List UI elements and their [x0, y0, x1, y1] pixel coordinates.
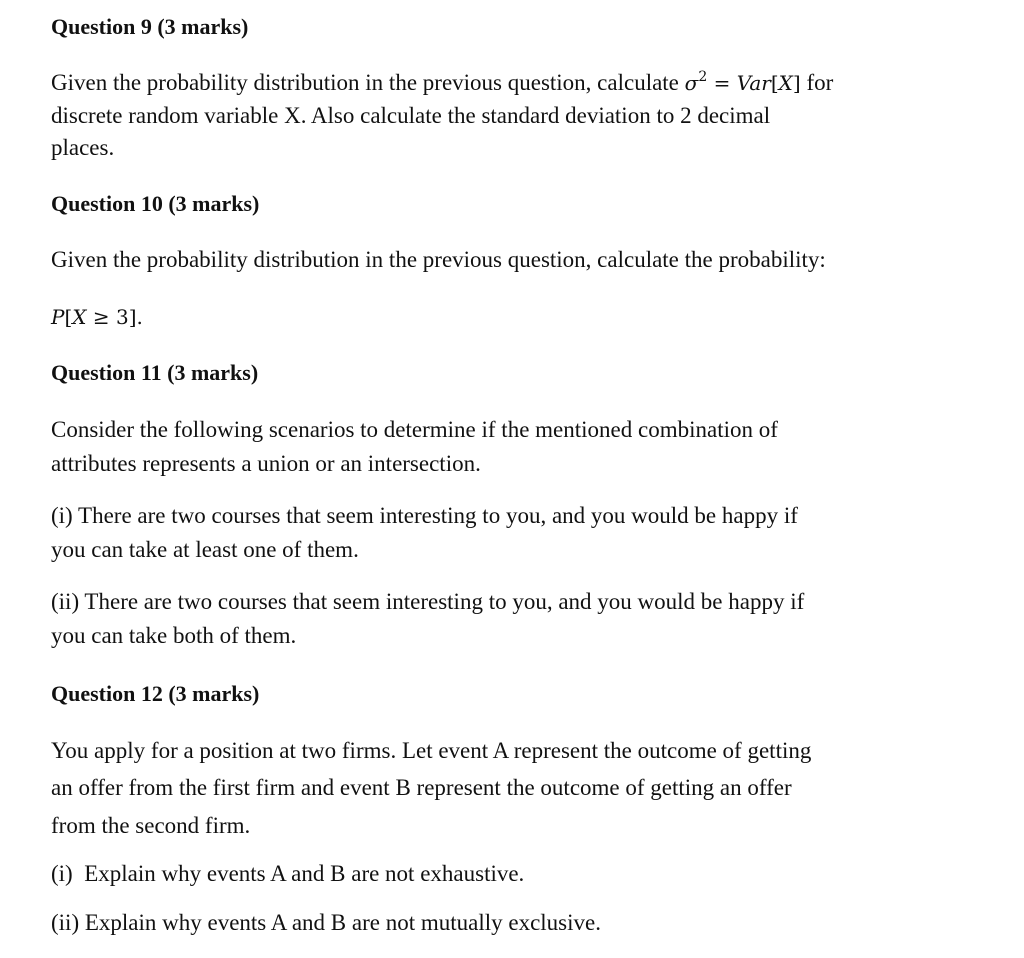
- question-12-item-1: (i) Explain why events A and B are not exhaustive.: [51, 861, 525, 886]
- formula-rest: ≥ 3].: [86, 305, 143, 329]
- question-12-intro-line-3: from the second firm.: [51, 813, 251, 838]
- question-11-heading: Question 11 (3 marks): [51, 360, 259, 385]
- question-10-heading: Question 10 (3 marks): [51, 191, 260, 216]
- bracket-open: [: [770, 71, 779, 95]
- question-11-item-2-line-1: (ii) There are two courses that seem interesting to you, and you would be happy if: [51, 589, 805, 614]
- question-12-heading: Question 12 (3 marks): [51, 681, 260, 706]
- variance-formula: [685, 71, 801, 95]
- question-9-line-2: discrete random variable X. Also calculate the standard deviation to 2 decimal: [51, 103, 771, 128]
- question-9-line-3: places.: [51, 135, 115, 160]
- question-10-line-1: Given the probability distribution in the previous question, calculate the probability:: [51, 247, 826, 272]
- bracket-close: ]: [792, 71, 801, 95]
- probability-formula: [51, 305, 143, 329]
- question-12-intro-line-1: You apply for a position at two firms. Let event A represent the outcome of getting: [51, 738, 812, 763]
- equals-sign: =: [707, 71, 737, 95]
- question-11-intro-line-1: Consider the following scenarios to determine if the mentioned combination of: [51, 417, 778, 442]
- question-9-heading: Question 9 (3 marks): [51, 14, 249, 39]
- question-11-item-1-line-1: (i) There are two courses that seem interesting to you, and you would be happy if: [51, 503, 798, 528]
- probability-p: P: [51, 305, 65, 329]
- question-10-formula: [51, 302, 143, 332]
- question-9-line-1: [51, 68, 833, 98]
- question-11-intro-line-2: attributes represents a union or an intersection.: [51, 451, 481, 476]
- question-11-item-2-line-2: you can take both of them.: [51, 623, 297, 648]
- sigma-symbol: σ: [684, 71, 699, 95]
- sigma-exponent: 2: [698, 69, 708, 85]
- variable-x: X: [778, 71, 793, 95]
- question-11-item-1-line-2: you can take at least one of them.: [51, 537, 359, 562]
- question-12-item-2: (ii) Explain why events A and B are not mutually exclusive.: [51, 910, 601, 935]
- question-12-intro-line-2: an offer from the first firm and event B represent the outcome of getting an offer: [51, 775, 792, 800]
- var-operator: Var: [736, 71, 771, 95]
- question-9-text-start: Given the probability distribution in the previous question, calculate: [51, 70, 685, 95]
- variable-x: X: [72, 305, 87, 329]
- question-9-text-end: for: [800, 70, 834, 95]
- bracket-open: [: [64, 305, 73, 329]
